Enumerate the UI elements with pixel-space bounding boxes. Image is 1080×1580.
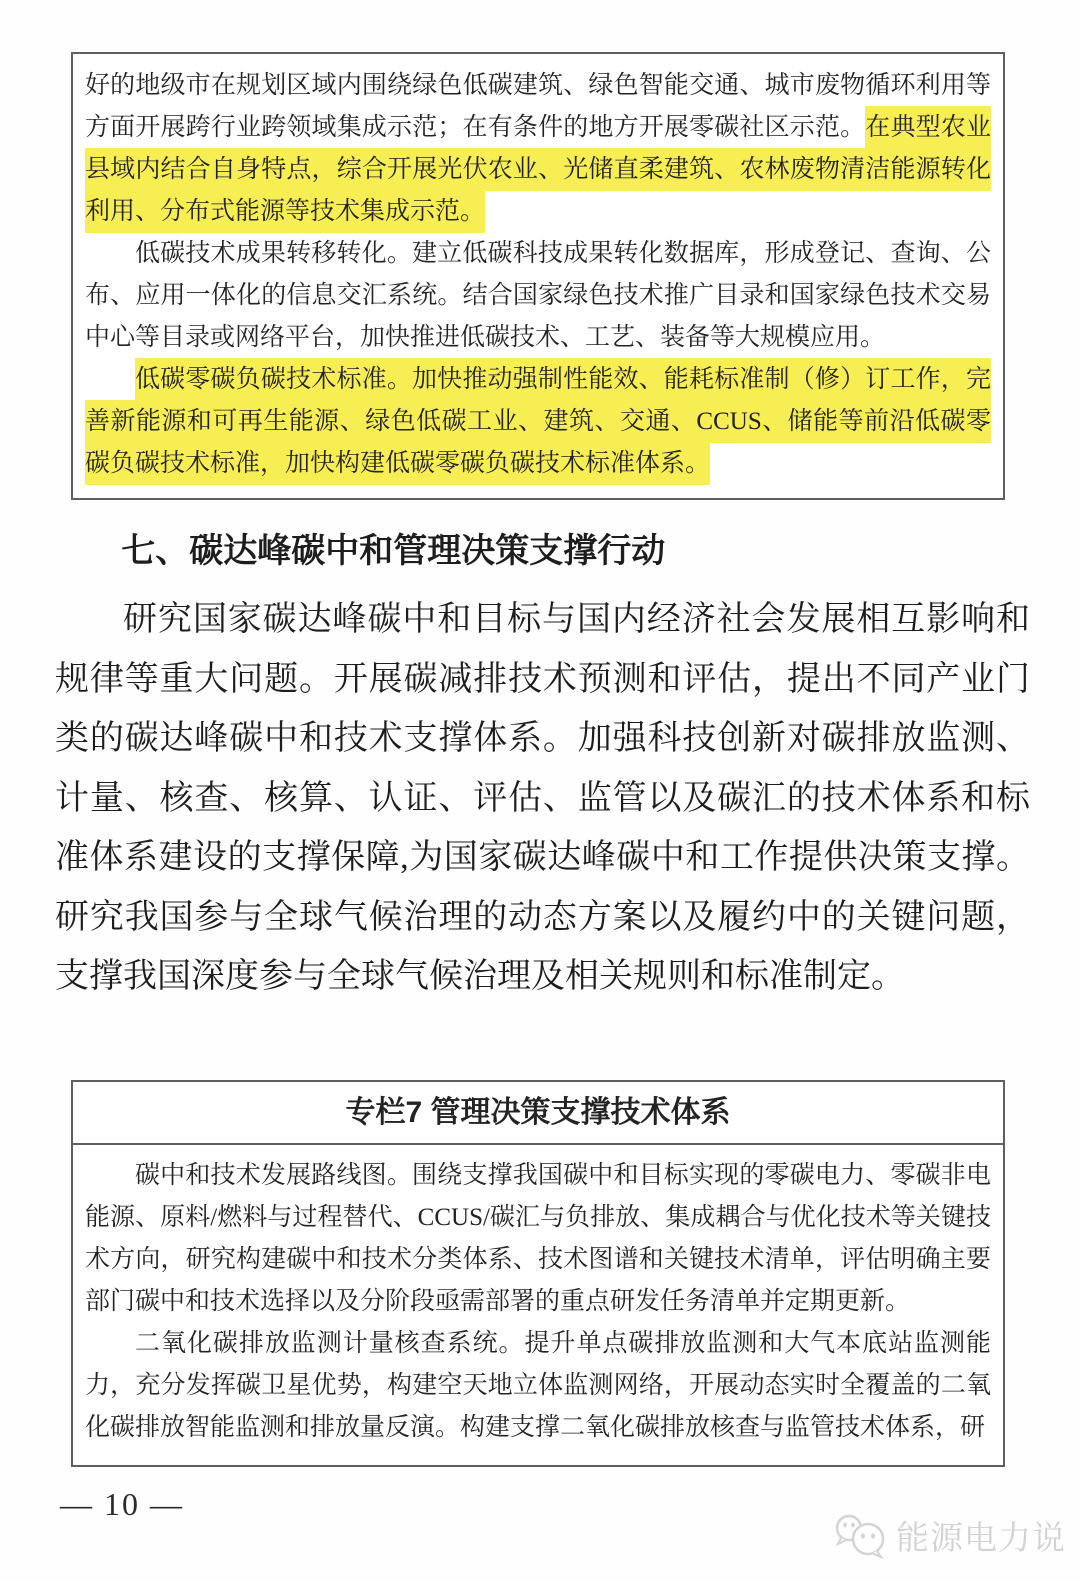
box1-paragraph-3 — [85, 359, 991, 485]
box7-paragraph-1: 碳中和技术发展路线图。围绕支撑我国碳中和目标实现的零碳电力、零碳非电能源、原料/燃料与过程替代、CCUS/碳汇与负排放、集成耦合与优化技术等关键技术方向，研究构建碳中和技术分类体系、技术图谱和关键技术清单，评估明确主要部门碳中和技术选择以及分阶段亟需部署的重点研发任务清单并定期更新。 — [85, 1162, 991, 1315]
box1-p3-highlighted-text: 低碳零碳负碳技术标准。加快推动强制性能效、能耗标准制（修）订工作，完善新能源和可再生能源、绿色低碳工业、建筑、交通、CCUS、储能等前沿低碳零碳负碳技术标准，加快构建低碳零碳负碳技术标准体系。 — [85, 358, 991, 485]
wechat-bubbles-icon — [832, 1513, 890, 1559]
watermark-label: 能源电力说 — [896, 1519, 1066, 1556]
page-number: — 10 — — [60, 1486, 184, 1522]
box7-body — [73, 1145, 1003, 1465]
box7-title: 专栏7 管理决策支撑技术体系 — [73, 1082, 1003, 1145]
callout-box-top — [71, 52, 1005, 500]
box1-paragraph-2 — [85, 233, 991, 359]
box1-p1-normal-text: 好的地级市在规划区域内围绕绿色低碳建筑、绿色智能交通、城市废物循环利用等方面开展跨行业跨领域集成示范；在有条件的地方开展零碳社区示范。 — [85, 72, 991, 141]
box1-p2-text: 低碳技术成果转移转化。建立低碳科技成果转化数据库，形成登记、查询、公布、应用一体化的信息交汇系统。结合国家绿色技术推广目录和国家绿色技术交易中心等目录或网络平台，加快推进低碳技术、工艺、装备等大规模应用。 — [85, 240, 991, 351]
section-body-paragraph: 研究国家碳达峰碳中和目标与国内经济社会发展相互影响和规律等重大问题。开展碳减排技术预测和评估，提出不同产业门类的碳达峰碳中和技术支撑体系。加强科技创新对碳排放监测、计量、核查、核算、认证、评估、监管以及碳汇的技术体系和标准体系建设的支撑保障,为国家碳达峰碳中和工作提供决策支撑。研究我国参与全球气候治理的动态方案以及履约中的关键问题，支撑我国深度参与全球气候治理及相关规则和标准制定。 — [55, 601, 1030, 995]
callout-box-7 — [71, 1080, 1005, 1467]
box7-paragraph-2: 二氧化碳排放监测计量核查系统。提升单点碳排放监测和大气本底站监测能力，充分发挥碳卫星优势，构建空天地立体监测网络，开展动态实时全覆盖的二氧化碳排放智能监测和排放量反演。构建支撑二氧化碳排放核查与监管技术体系，研 — [85, 1330, 991, 1441]
watermark — [832, 1512, 1066, 1559]
section-heading: 七、碳达峰碳中和管理决策支撑行动 — [121, 532, 666, 570]
box1-paragraph-1 — [85, 65, 991, 233]
box1-p1-highlighted-text: 在典型农业县域内结合自身特点，综合开展光伏农业、光储直柔建筑、农林废物清洁能源转化利用、分布式能源等技术集成示范。 — [85, 106, 991, 233]
